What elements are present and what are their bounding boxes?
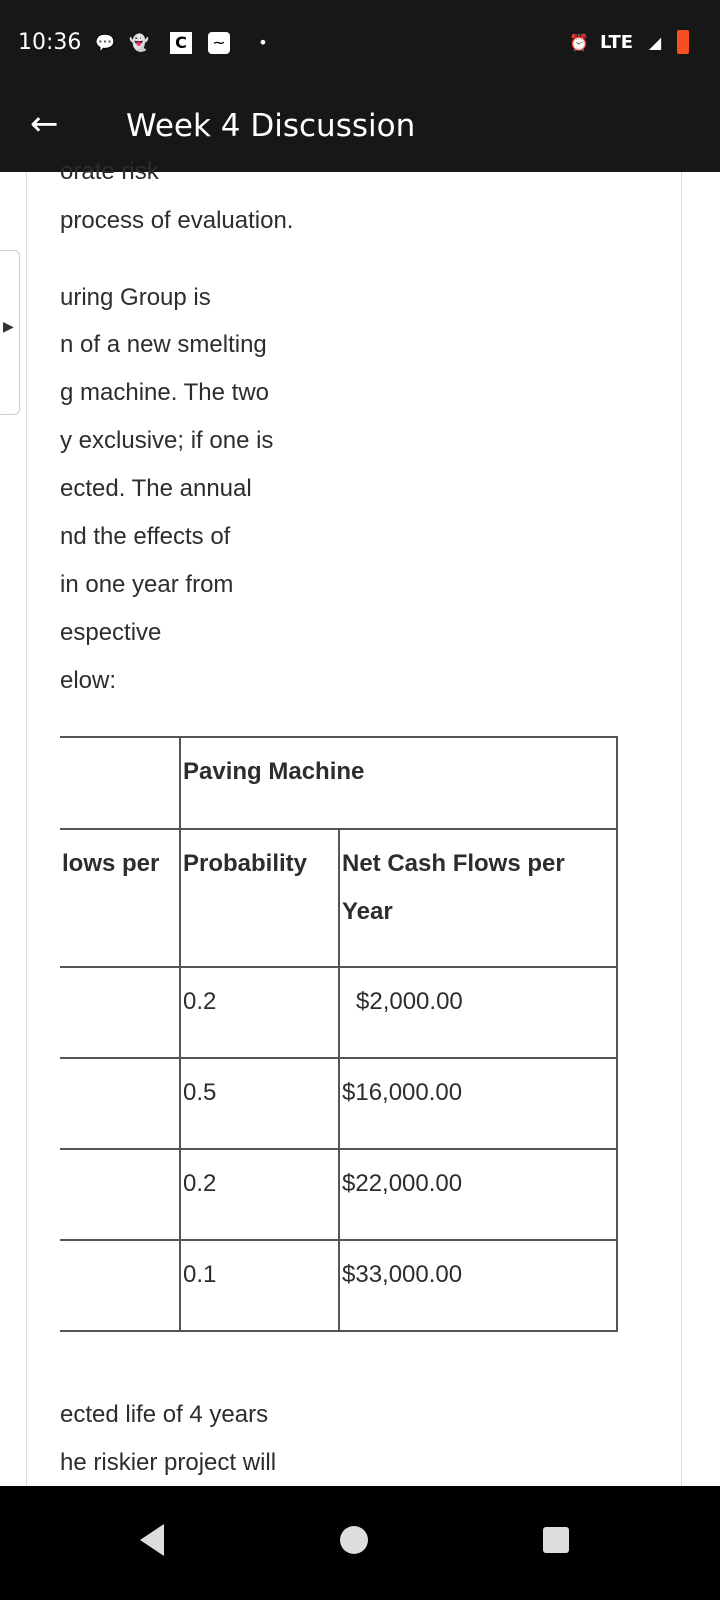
back-arrow-icon[interactable]: ← bbox=[30, 104, 59, 144]
message-icon: 💬 bbox=[95, 33, 115, 52]
signal-icon: ◢ bbox=[648, 33, 662, 52]
table-cell bbox=[60, 1240, 180, 1331]
snapchat-icon: 👻 bbox=[129, 33, 149, 52]
body-line: g machine. The two bbox=[60, 379, 270, 406]
c-app-icon: C bbox=[170, 32, 192, 54]
cash-flow-cell: $22,000.00 bbox=[339, 1149, 617, 1240]
status-bar bbox=[0, 0, 720, 88]
table-cell bbox=[60, 967, 180, 1058]
cash-flow-cell: $33,000.00 bbox=[339, 1240, 617, 1331]
cash-flow-cell: $2,000.00 bbox=[339, 967, 617, 1058]
page-title: Week 4 Discussion bbox=[126, 108, 416, 144]
network-label: LTE bbox=[600, 32, 634, 53]
body-line: in one year from bbox=[60, 571, 234, 598]
play-arrow-icon: ▶ bbox=[3, 319, 14, 335]
side-panel-toggle[interactable] bbox=[0, 250, 20, 415]
alarm-icon: ⏰ bbox=[569, 33, 589, 52]
back-nav-icon[interactable] bbox=[140, 1524, 164, 1556]
battery-icon bbox=[677, 30, 689, 54]
table-cell bbox=[60, 1058, 180, 1149]
body-line: elow: bbox=[60, 667, 117, 694]
probability-cell: 0.2 bbox=[180, 967, 339, 1058]
navigation-bar bbox=[0, 1486, 720, 1600]
body-line: process of evaluation. bbox=[60, 207, 294, 234]
body-line: ected life of 4 years bbox=[60, 1401, 269, 1428]
group-header: Paving Machine bbox=[180, 737, 617, 829]
app-icon: ~ bbox=[208, 32, 230, 54]
dot-icon: • bbox=[258, 33, 268, 52]
recents-nav-icon[interactable] bbox=[543, 1527, 569, 1553]
body-line: espective bbox=[60, 619, 162, 646]
column-header: Net Cash Flows per Year bbox=[339, 829, 617, 967]
body-line: orate risk bbox=[60, 158, 159, 185]
body-line: n of a new smelting bbox=[60, 331, 267, 358]
body-line: uring Group is bbox=[60, 284, 211, 311]
probability-cell: 0.1 bbox=[180, 1240, 339, 1331]
column-header: lows per bbox=[60, 829, 180, 967]
body-line: nd the effects of bbox=[60, 523, 231, 550]
cash-flow-table bbox=[60, 736, 618, 1332]
body-line: y exclusive; if one is bbox=[60, 427, 274, 454]
home-nav-icon[interactable] bbox=[340, 1526, 368, 1554]
probability-cell: 0.2 bbox=[180, 1149, 339, 1240]
column-header: Probability bbox=[180, 829, 339, 967]
body-line: ected. The annual bbox=[60, 475, 252, 502]
body-line: he riskier project will bbox=[60, 1449, 277, 1476]
probability-cell: 0.5 bbox=[180, 1058, 339, 1149]
cash-flow-cell: $16,000.00 bbox=[339, 1058, 617, 1149]
clock: 10:36 bbox=[18, 30, 82, 55]
table-cell bbox=[60, 1149, 180, 1240]
